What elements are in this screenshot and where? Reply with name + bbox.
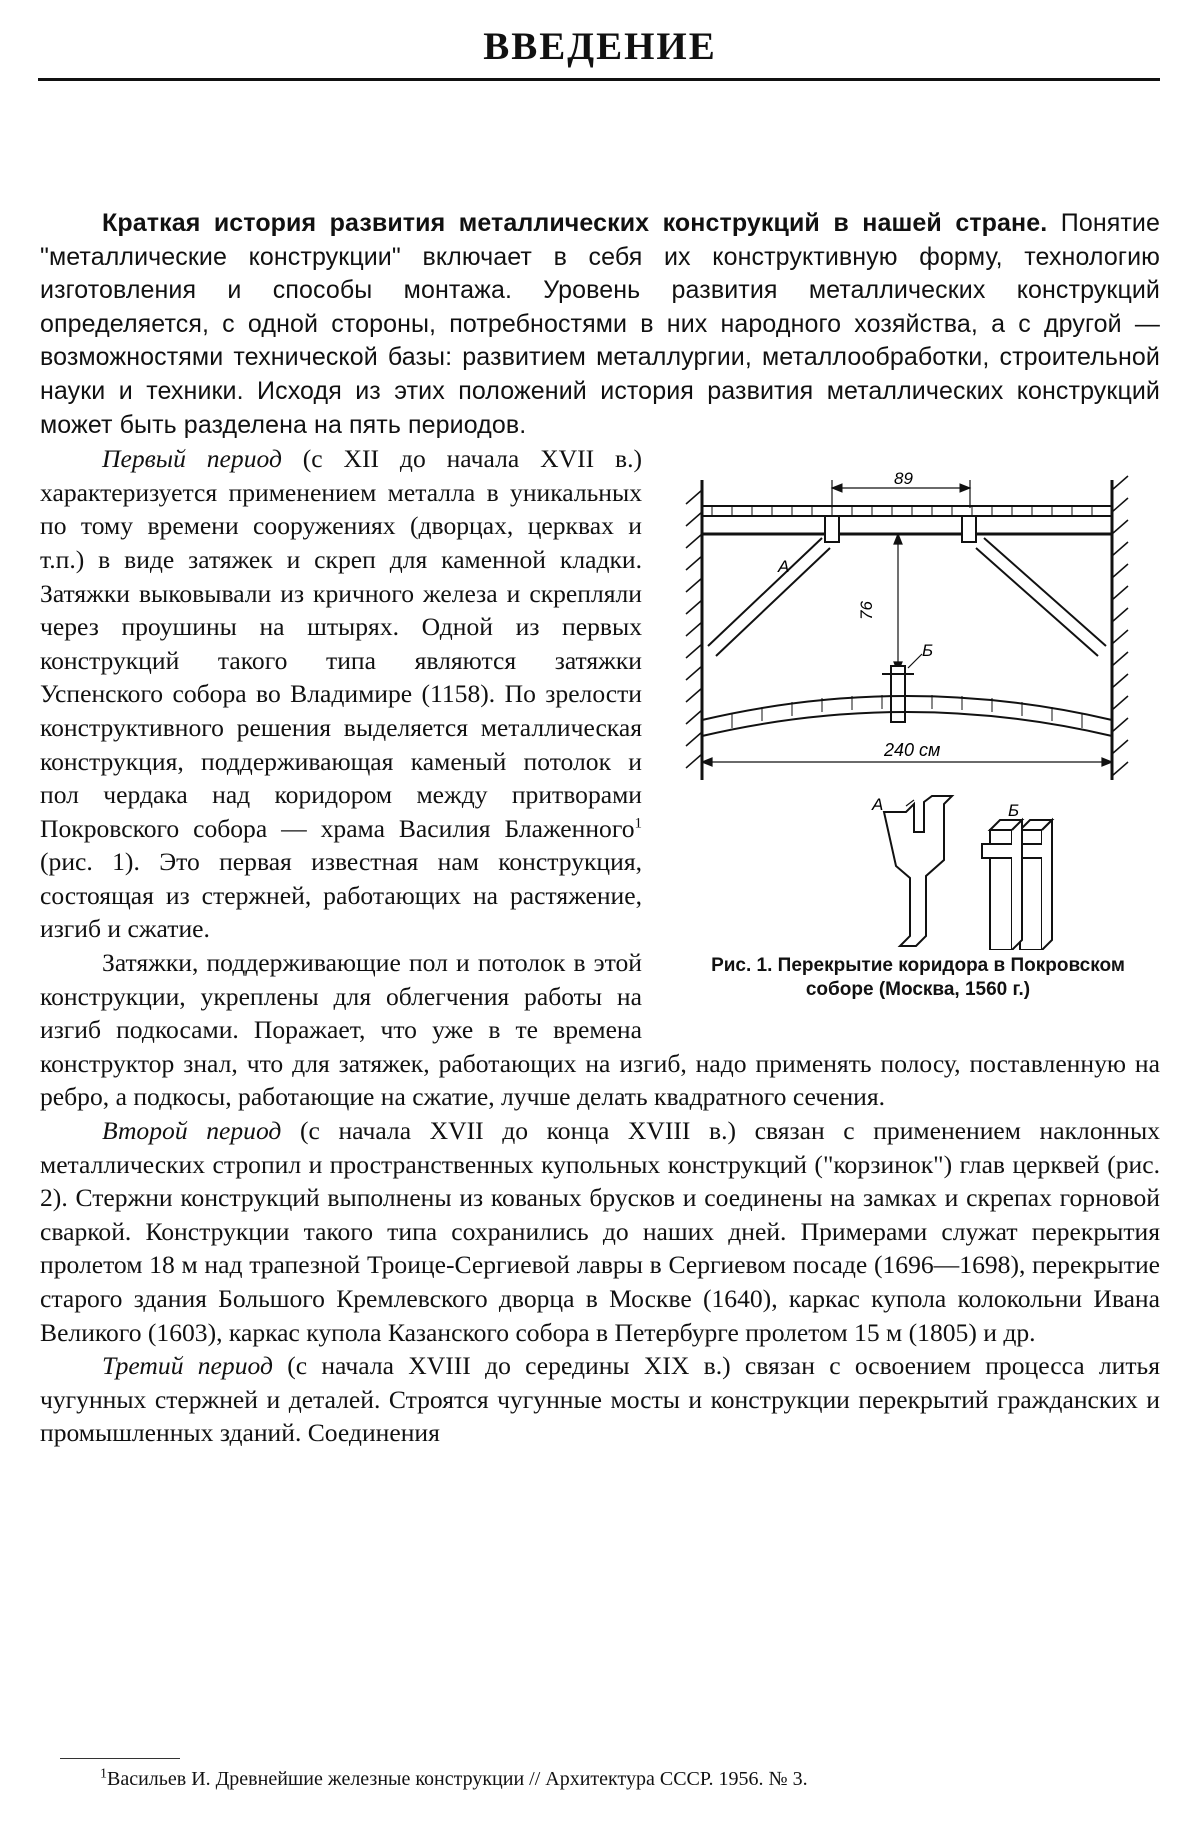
diagonal-braces	[708, 538, 1106, 656]
period-3-name: Третий период	[102, 1351, 273, 1381]
left-wall	[686, 480, 702, 780]
dim-top-label: 89	[894, 469, 913, 489]
period-1-text-end: (рис. 1). Это первая известная нам конструкция, состоящая из стержней, работающих на растяжение, изгиб и сжатие.	[40, 847, 642, 944]
footnote-mark: 1	[100, 1766, 107, 1782]
footnote	[100, 1766, 808, 1792]
chapter-title: ВВЕДЕНИЕ	[483, 25, 717, 68]
main-text	[40, 207, 1160, 1450]
arched-ceiling	[702, 695, 1112, 736]
ceiling-structure-drawing	[672, 450, 1160, 950]
period-2-name: Второй период	[102, 1116, 282, 1146]
dim-vertical-label: 76	[857, 601, 876, 621]
label-a-detail: А	[872, 795, 884, 815]
right-wall	[1112, 476, 1128, 780]
intro-paragraph	[40, 207, 1160, 442]
label-b-detail: Б	[1008, 801, 1020, 821]
intro-text: Понятие "металлические конструкции" включает в себя их конструктивную форму, технологию изготовления и способы монтажа. Уровень развития металлических конструкций определяется, с одной стороны, потребностями в них народного хозяйства, а с другой — возможностями технической базы: развитием металлургии, металлообработки, строительной науки и техники. Исходя из этих положений история развития металлических конструкций может быть разделена на пять периодов.	[40, 209, 1160, 439]
period-3-paragraph	[40, 1349, 1160, 1450]
period-3-text: (с начала XVIII до середины XIX в.) связан с освоением процесса литья чугунных стержней и деталей. Строятся чугунные мосты и конструкции перекрытий гражданских и промышленных зданий. Соединения	[40, 1351, 1160, 1448]
figure-1	[672, 450, 1160, 1025]
label-a-drawing: А	[778, 557, 790, 577]
label-b-drawing: Б	[922, 641, 934, 661]
footnote-rule	[60, 1758, 180, 1759]
footnote-reference: 1	[634, 815, 642, 832]
detail-b-clamps	[982, 820, 1052, 950]
period-2-text: (с начала XVII до конца XVIII в.) связан с применением наклонных металлических стропил и пространственных купольных конструкций ("корзинок") глав церквей (рис. 2). Стержни конструкций выполнены из кованых брусков и соединены на замках и скрепах горновой сваркой. Конструкции такого типа сохранились до наших дней. Примерами служат перекрытия пролетом 18 м над трапезной Троице-Сергиевой лавры в Сергиевом посаде (1696—1698), перекрытие старого здания Большого Кремлевского дворца в Москве (1640), каркас купола колокольни Ивана Великого (1603), каркас купола Казанского собора в Петербурге пролетом 15 м (1805) и др.	[40, 1116, 1161, 1347]
vertical-dimension	[894, 534, 902, 672]
hanger-rod	[882, 666, 914, 722]
period-1-text: (с XII до начала XVII в.) характеризуется применением металла в уникальных по тому времени сооружениях (дворцах, церквах и т.п.) в виде затяжек и скреп для каменной кладки. Затяжки выковывали из кричного железа и скрепляли через проушины на штырях. Одной из первых конструкций такого типа являются затяжки Успенского собора во Владимире (1158). По зрелости конструктивного решения выделяется металлическая конструкция, поддерживающая каменый потолок и пол чердака над коридором между притворами Покровского собора — храма Василия Блаженного	[40, 444, 642, 843]
figure-caption: Рис. 1. Перекрытие коридора в Покровском соборе (Москва, 1560 г.)	[711, 955, 1125, 1001]
period-2-paragraph	[40, 1114, 1160, 1349]
detail-a-bracket	[884, 796, 952, 946]
dim-span-label: 240 см	[884, 740, 941, 761]
intro-heading: Краткая история развития металлических конструкций в нашей стране.	[102, 209, 1048, 237]
top-tie-beam	[702, 506, 1112, 534]
title-rule	[38, 78, 1160, 81]
footnote-text: Васильев И. Древнейшие железные конструкции // Архитектура СССР. 1956. № 3.	[107, 1768, 808, 1790]
period-1-continued: Затяжки, поддерживающие пол и потолок в этой конструкции, укреплены для облегчения работы на изгиб подкосами. Поражает, что уже в те времена конструктор знал, что для затяжек, работающих на изгиб, надо применять полосу, поставленную на ребро, а подкосы, работающие на сжатие, лучше делать квадратного сечения.	[40, 948, 1160, 1112]
bracket-hangers	[825, 516, 976, 542]
period-1-name: Первый период	[102, 444, 282, 474]
